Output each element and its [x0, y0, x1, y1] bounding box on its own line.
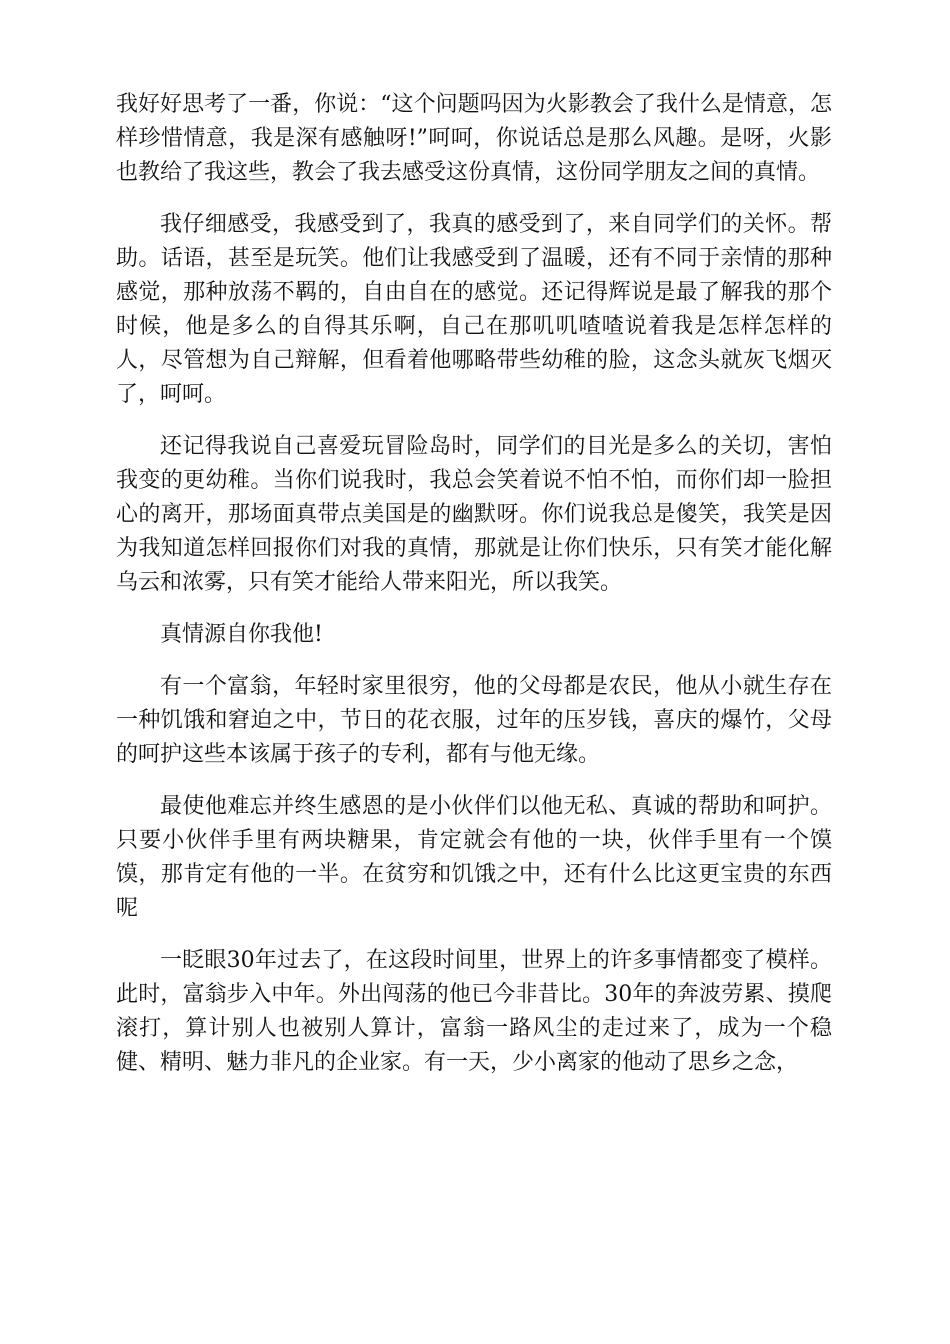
paragraph-1: 我好好思考了一番，你说：“这个问题吗因为火影教会了我什么是情意，怎样珍惜情意，我是深有感触呀!”呵呵，你说话总是那么风趣。是呀，火影也教给了我这些，教会了我去感受这份真情，这份同学朋友之间的真情。 [116, 92, 832, 185]
document-page [116, 88, 832, 1098]
paragraph-4: 真情源自你我他! [160, 622, 323, 647]
paragraph-5: 有一个富翁，年轻时家里很穷，他的父母都是农民，他从小就生存在一种饥饿和窘迫之中，节日的花衣服，过年的压岁钱，喜庆的爆竹，父母的呵护这些本该属于孩子的专利，都有与他无缘。 [116, 674, 832, 767]
paragraph-2: 我仔细感受，我感受到了，我真的感受到了，来自同学们的关怀。帮助。话语，甚至是玩笑。他们让我感受到了温暖，还有不同于亲情的那种感觉，那种放荡不羁的，自由自在的感觉。还记得辉说是最了解我的那个时候，他是多么的自得其乐啊，自己在那叽叽喳喳说着我是怎样怎样的人，尽管想为自己辩解，但看着他哪略带些幼稚的脸，这念头就灰飞烟灭了，呵呵。 [116, 212, 832, 407]
paragraph-7: 一眨眼30年过去了，在这段时间里，世界上的许多事情都变了模样。此时，富翁步入中年。外出闯荡的他已今非昔比。30年的奔波劳累、摸爬滚打，算计别人也被别人算计，富翁一路风尘的走过来了，成为一个稳健、精明、魅力非凡的企业家。有一天，少小离家的他动了思乡之念， [116, 948, 832, 1075]
paragraph-6: 最使他难忘并终生感恩的是小伙伴们以他无私、真诚的帮助和呵护。只要小伙伴手里有两块糖果，肯定就会有他的一块，伙伴手里有一个馍馍，那肯定有他的一半。在贫穷和饥饿之中，还有什么比这更宝贵的东西呢 [116, 794, 832, 921]
paragraph-3: 还记得我说自己喜爱玩冒险岛时，同学们的目光是多么的关切，害怕我变的更幼稚。当你们说我时，我总会笑着说不怕不怕，而你们却一脸担心的离开，那场面真带点美国是的幽默呀。你们说我总是傻笑，我笑是因为我知道怎样回报你们对我的真情，那就是让你们快乐，只有笑才能化解乌云和浓雾，只有笑才能给人带来阳光，所以我笑。 [116, 434, 832, 595]
